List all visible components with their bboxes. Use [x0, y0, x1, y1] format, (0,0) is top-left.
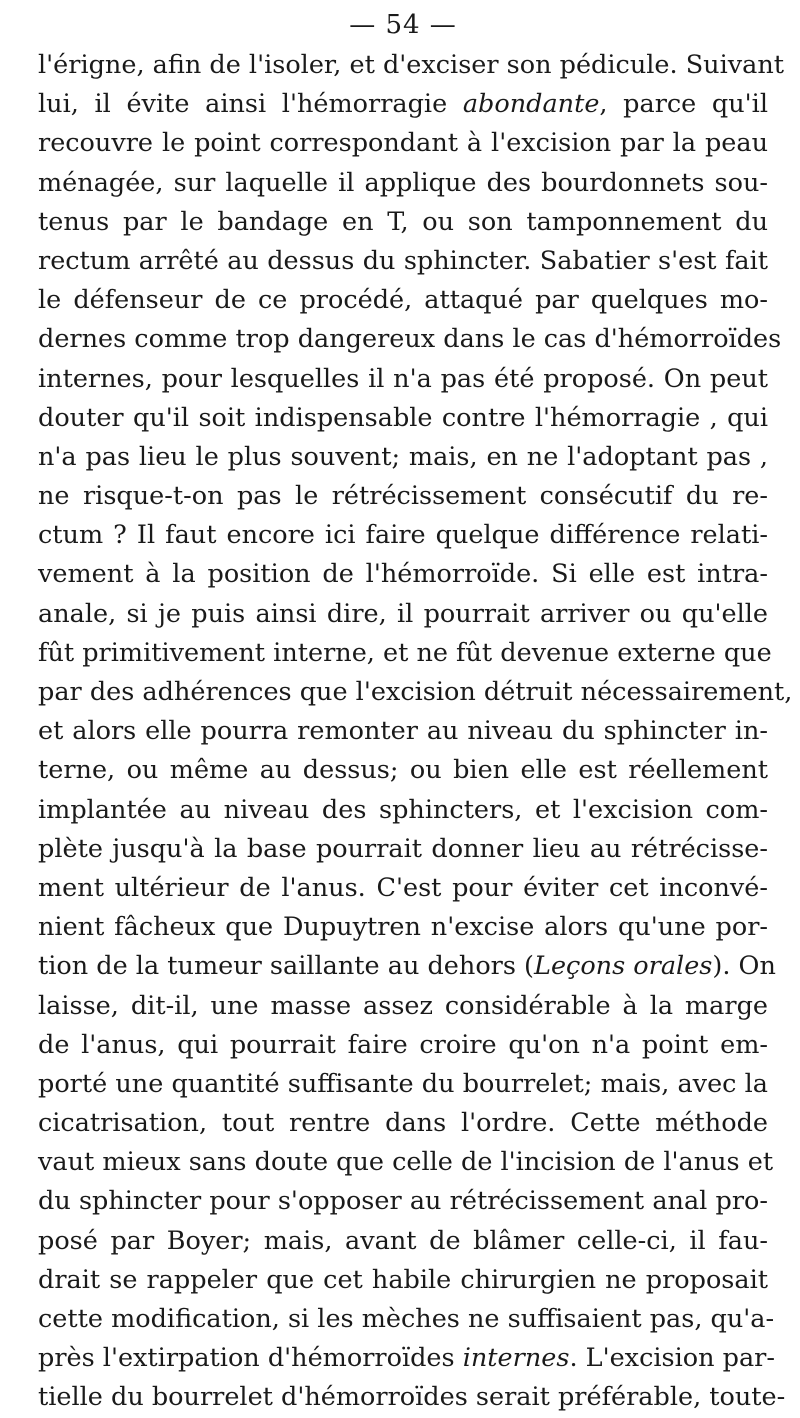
- text-line: vement à la position de l'hémorroïde. Si elle est intra-: [38, 559, 768, 590]
- text-line: tion de la tumeur saillante au dehors (Leçons orales). On: [38, 951, 776, 982]
- text-line: posé par Boyer; mais, avant de blâmer celle-ci, il fau-: [38, 1225, 768, 1256]
- text-line: tenus par le bandage en T, ou son tamponnement du: [38, 206, 768, 237]
- text-line: terne, ou même au dessus; ou bien elle est réellement: [38, 755, 768, 786]
- italic-term: abondante: [462, 89, 600, 120]
- text-line: n'a pas lieu le plus souvent; mais, en ne l'adoptant pas ,: [38, 441, 768, 472]
- italic-term: Leçons orales: [534, 951, 713, 982]
- text-line: par des adhérences que l'excision détruit nécessairement,: [38, 677, 793, 707]
- text-line: internes, pour lesquelles il n'a pas été proposé. On peut: [38, 363, 768, 394]
- text-line: recouvre le point correspondant à l'excision par la peau: [38, 128, 768, 159]
- text-line: ménagée, sur laquelle il applique des bourdonnets sou-: [38, 167, 768, 198]
- text-line: du sphincter pour s'opposer au rétrécissement anal pro-: [38, 1186, 768, 1217]
- text-line: laisse, dit-il, une masse assez considérable à la marge: [38, 990, 768, 1021]
- text-line: rectum arrêté au dessus du sphincter. Sabatier s'est fait: [38, 245, 768, 276]
- text-line: lui, il évite ainsi l'hémorragie abondante, parce qu'il: [38, 89, 768, 120]
- text-line: le défenseur de ce procédé, attaqué par quelques mo-: [38, 285, 768, 316]
- text-line: ment ultérieur de l'anus. C'est pour éviter cet inconvé-: [38, 872, 768, 903]
- text-line: vaut mieux sans doute que celle de l'incision de l'anus et: [38, 1147, 774, 1178]
- text-line: ne risque-t-on pas le rétrécissement consécutif du re-: [38, 481, 768, 512]
- text-line: douter qu'il soit indispensable contre l'hémorragie , qui: [38, 402, 768, 433]
- text-line: implantée au niveau des sphincters, et l'excision com-: [38, 794, 768, 825]
- text-line: drait se rappeler que cet habile chirurgien ne proposait: [38, 1264, 768, 1295]
- italic-term: internes: [462, 1343, 570, 1374]
- text-line: ctum ? Il faut encore ici faire quelque différence relati-: [38, 520, 768, 551]
- text-line: près l'extirpation d'hémorroïdes internes. L'excision par-: [38, 1343, 775, 1374]
- text-line: plète jusqu'à la base pourrait donner lieu au rétrécisse-: [38, 833, 768, 864]
- text-line: et alors elle pourra remonter au niveau du sphincter in-: [38, 716, 768, 747]
- text-line: dernes comme trop dangereux dans le cas d'hémorroïdes: [38, 324, 782, 355]
- text-line: l'érigne, afin de l'isoler, et d'exciser son pédicule. Suivant: [38, 50, 785, 80]
- page-number: — 54 —: [349, 10, 457, 40]
- text-line: anale, si je puis ainsi dire, il pourrait arriver ou qu'elle: [38, 598, 768, 629]
- text-line: porté une quantité suffisante du bourrelet; mais, avec la: [38, 1068, 768, 1099]
- book-page: [38, 0, 793, 1413]
- text-line: fût primitivement interne, et ne fût devenue externe que: [38, 637, 772, 668]
- text-line: tielle du bourrelet d'hémorroïdes serait préférable, toute-: [38, 1382, 786, 1413]
- text-line: de l'anus, qui pourrait faire croire qu'on n'a point em-: [38, 1029, 768, 1060]
- text-line: cicatrisation, tout rentre dans l'ordre. Cette méthode: [38, 1108, 768, 1139]
- body-text: [38, 46, 793, 1418]
- text-line: cette modification, si les mèches ne suffisaient pas, qu'a-: [38, 1304, 775, 1334]
- text-line: nient fâcheux que Dupuytren n'excise alors qu'une por-: [38, 912, 768, 943]
